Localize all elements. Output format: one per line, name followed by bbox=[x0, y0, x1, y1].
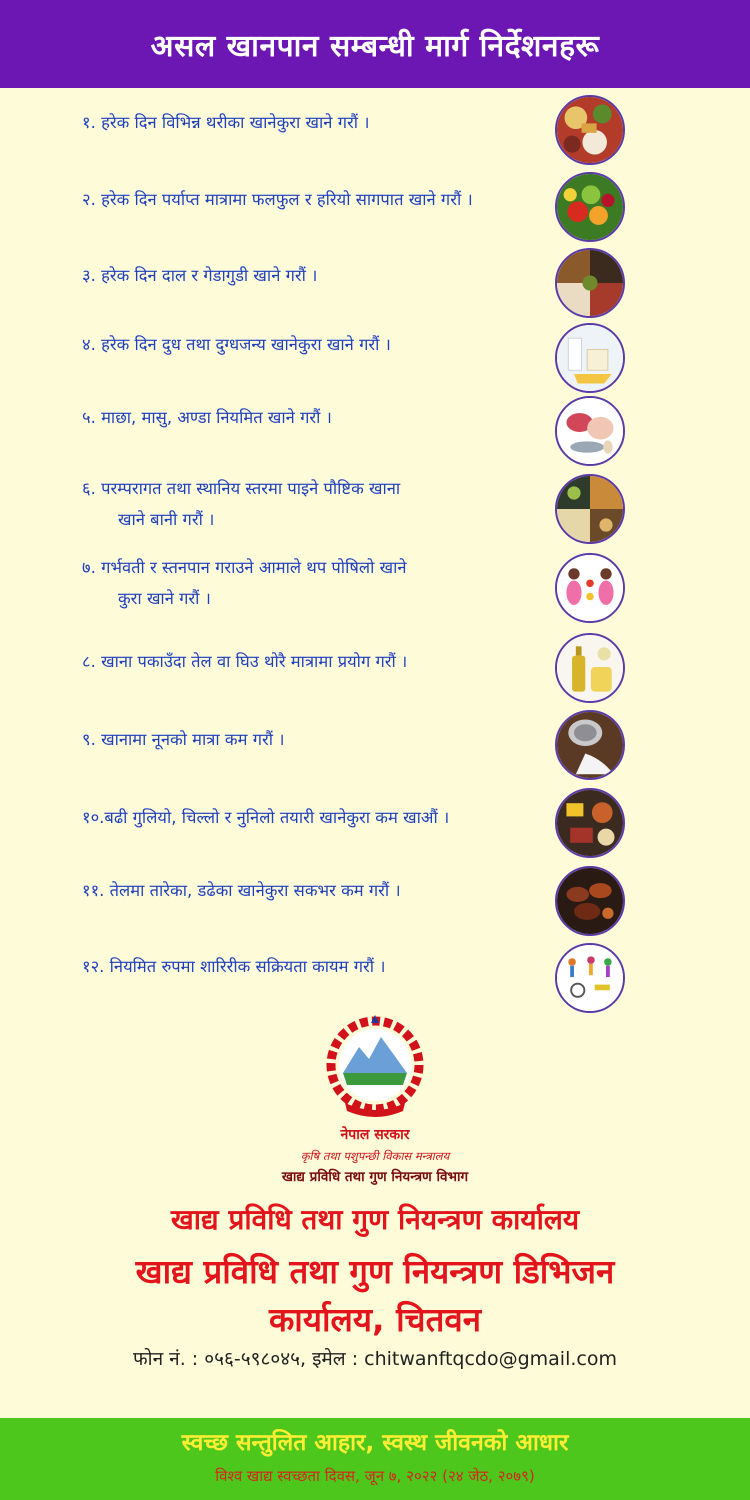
guideline-line: ६. परम्परागत तथा स्थानिय स्तरमा पाइने पौष्टिक खाना bbox=[82, 479, 401, 498]
guidelines-list bbox=[0, 88, 750, 1018]
nepal-government-emblem-icon bbox=[325, 1013, 425, 1123]
salt-shaker-icon bbox=[555, 710, 625, 780]
guideline-item bbox=[0, 943, 750, 1021]
guideline-text bbox=[82, 802, 537, 833]
guideline-item bbox=[0, 398, 750, 476]
guideline-line: ७. गर्भवती र स्तनपान गराउने आमाले थप पोषिलो खाने bbox=[82, 558, 407, 577]
office-name-line-1: खाद्य प्रविधि तथा गुण नियन्त्रण कार्यालय bbox=[170, 1203, 580, 1236]
guideline-item bbox=[0, 325, 750, 403]
guideline-item bbox=[0, 553, 750, 631]
fruits-vegetables-icon bbox=[555, 172, 625, 242]
government-block bbox=[0, 1125, 750, 1187]
event-text: विश्व खाद्य स्वच्छता दिवस, जून ७, २०२२ (२४ जेठ, २०७९) bbox=[215, 1467, 535, 1485]
guideline-item bbox=[0, 788, 750, 866]
guideline-line: १२. नियमित रुपमा शारिरीक सक्रियता कायम गरौं । bbox=[82, 957, 386, 976]
guideline-line: १०.बढी गुलियो, चिल्लो र नुनिलो तयारी खानेकुरा कम खाऔं । bbox=[82, 808, 450, 827]
guideline-line: २. हरेक दिन पर्याप्त मात्रामा फलफुल र हरियो सागपात खाने गरौं । bbox=[82, 190, 473, 209]
lentils-beans-icon bbox=[555, 248, 625, 318]
guideline-line: कुरा खाने गरौं । bbox=[118, 589, 211, 608]
fish-meat-egg-icon bbox=[555, 396, 625, 466]
dairy-icon bbox=[555, 323, 625, 393]
guideline-text bbox=[82, 724, 537, 755]
guideline-text bbox=[82, 875, 537, 906]
guideline-line: ९. खानामा नूनको मात्रा कम गरौं । bbox=[82, 730, 285, 749]
guideline-item bbox=[0, 93, 750, 171]
contact-info: फोन नं. : ०५६-५९८०४५, इमेल : chitwanftqcdo@gmail.com bbox=[133, 1348, 617, 1370]
guideline-item bbox=[0, 170, 750, 248]
government-name: नेपाल सरकार bbox=[340, 1127, 410, 1143]
guideline-text bbox=[82, 184, 537, 215]
office-name-line-3: कार्यालय, चितवन bbox=[268, 1300, 482, 1339]
guideline-item bbox=[0, 248, 750, 326]
office-name-line-2: खाद्य प्रविधि तथा गुण नियन्त्रण डिभिजन bbox=[135, 1252, 615, 1291]
guideline-item bbox=[0, 866, 750, 944]
mixed-foods-icon bbox=[555, 95, 625, 165]
guideline-item bbox=[0, 474, 750, 552]
header-banner bbox=[0, 0, 750, 88]
guideline-text bbox=[82, 402, 537, 433]
physical-activity-icon bbox=[555, 943, 625, 1013]
guideline-text bbox=[82, 329, 537, 360]
guideline-text bbox=[82, 552, 537, 614]
guideline-line: ३. हरेक दिन दाल र गेडागुडी खाने गरौं । bbox=[82, 266, 318, 285]
guideline-line: ५. माछा, मासु, अण्डा नियमित खाने गरौं । bbox=[82, 408, 332, 427]
department-name: खाद्य प्रविधि तथा गुण नियन्त्रण विभाग bbox=[281, 1169, 469, 1185]
pregnant-mother-icon bbox=[555, 553, 625, 623]
guideline-text bbox=[82, 951, 537, 982]
guideline-text bbox=[82, 646, 537, 677]
guideline-line: १. हरेक दिन विभिन्न थरीका खानेकुरा खाने गरौं । bbox=[82, 113, 370, 132]
guideline-text bbox=[82, 473, 537, 535]
junk-food-icon bbox=[555, 788, 625, 858]
guideline-text bbox=[82, 107, 537, 138]
guideline-item bbox=[0, 633, 750, 711]
traditional-food-icon bbox=[555, 474, 625, 544]
oil-bottle-icon bbox=[555, 633, 625, 703]
slogan-text: स्वच्छ सन्तुलित आहार, स्वस्थ जीवनको आधार bbox=[181, 1430, 569, 1456]
guideline-line: ११. तेलमा तारेका, डढेका खानेकुरा सकभर कम गरौं । bbox=[82, 881, 401, 900]
guideline-item bbox=[0, 710, 750, 788]
guideline-line: ८. खाना पकाउँदा तेल वा घिउ थोरै मात्रामा प्रयोग गरौं । bbox=[82, 652, 408, 671]
guideline-text bbox=[82, 260, 537, 291]
footer-banner bbox=[0, 1418, 750, 1500]
fried-food-icon bbox=[555, 866, 625, 936]
ministry-name: कृषि तथा पशुपन्छी विकास मन्त्रालय bbox=[300, 1149, 450, 1163]
page-title: असल खानपान सम्बन्धी मार्ग निर्देशनहरू bbox=[150, 28, 600, 64]
guideline-line: ४. हरेक दिन दुध तथा दुग्धजन्य खानेकुरा खाने गरौं । bbox=[82, 335, 391, 354]
guideline-line: खाने बानी गरौं । bbox=[118, 510, 215, 529]
